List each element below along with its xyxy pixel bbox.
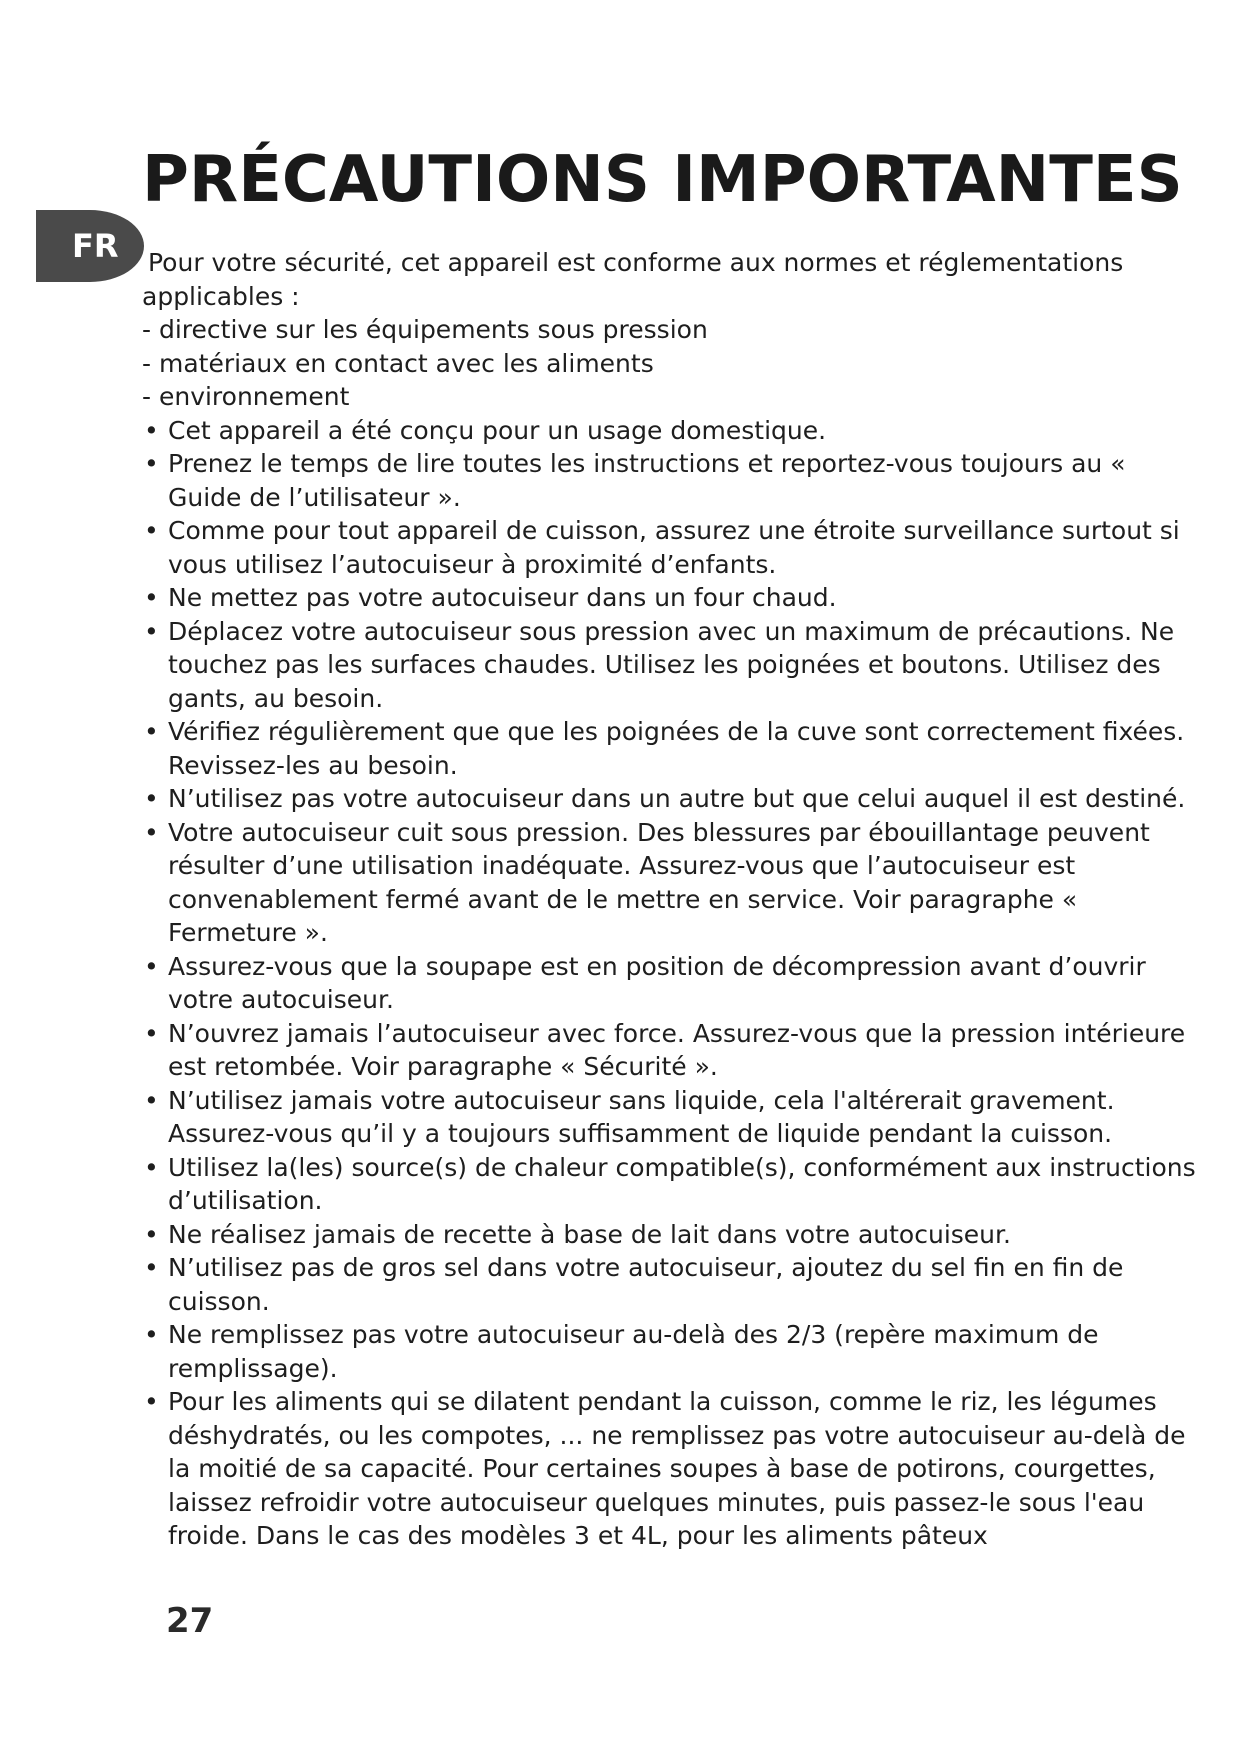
- precautions-list: [142, 414, 1202, 1553]
- list-item: • Cet appareil a été conçu pour un usage domestique.: [142, 414, 1202, 448]
- intro-line-1: Pour votre sécurité, cet appareil est conforme aux normes et réglementations: [148, 248, 1124, 277]
- list-item: • Pour les aliments qui se dilatent pendant la cuisson, comme le riz, les légumes déshydratés, ou les compotes, ... ne remplissez pas votre autocuiseur au-delà de la moitié de sa capacité. Pour certaines soupes à base de potirons, courgettes, laissez refroidir votre autocuiseur quelques minutes, puis passez-le sous l'eau froide. Dans le cas des modèles 3 et 4L, pour les aliments pâteux: [142, 1385, 1202, 1553]
- list-item: • Ne mettez pas votre autocuiseur dans un four chaud.: [142, 581, 1202, 615]
- list-item: • N’utilisez pas votre autocuiseur dans un autre but que celui auquel il est destiné.: [142, 782, 1202, 816]
- dash-item: - environnement: [142, 382, 350, 411]
- language-tab: FR: [36, 210, 144, 282]
- list-item: • Utilisez la(les) source(s) de chaleur compatible(s), conformément aux instructions d’utilisation.: [142, 1151, 1202, 1218]
- list-item: • N’ouvrez jamais l’autocuiseur avec force. Assurez-vous que la pression intérieure est retombée. Voir paragraphe « Sécurité ».: [142, 1017, 1202, 1084]
- list-item: • Vérifiez régulièrement que que les poignées de la cuve sont correctement fixées. Revissez-les au besoin.: [142, 715, 1202, 782]
- list-item: • Comme pour tout appareil de cuisson, assurez une étroite surveillance surtout si vous utilisez l’autocuiseur à proximité d’enfants.: [142, 514, 1202, 581]
- list-item: • Prenez le temps de lire toutes les instructions et reportez-vous toujours au « Guide de l’utilisateur ».: [142, 447, 1202, 514]
- list-item: • N’utilisez jamais votre autocuiseur sans liquide, cela l'altérerait gravement. Assurez-vous qu’il y a toujours suffisamment de liquide pendant la cuisson.: [142, 1084, 1202, 1151]
- dash-item: - matériaux en contact avec les aliments: [142, 348, 654, 378]
- body-text: [142, 246, 1202, 1553]
- list-item: • N’utilisez pas de gros sel dans votre autocuiseur, ajoutez du sel fin en fin de cuisson.: [142, 1251, 1202, 1318]
- page-title: PRÉCAUTIONS IMPORTANTES: [142, 143, 1183, 217]
- list-item: • Assurez-vous que la soupape est en position de décompression avant d’ouvrir votre autocuiseur.: [142, 950, 1202, 1017]
- intro-line-2: applicables :: [142, 281, 300, 311]
- intro-paragraph: [142, 246, 1202, 313]
- list-item: • Ne réalisez jamais de recette à base de lait dans votre autocuiseur.: [142, 1218, 1202, 1252]
- list-item: • Votre autocuiseur cuit sous pression. Des blessures par ébouillantage peuvent résulter d’une utilisation inadéquate. Assurez-vous que l’autocuiseur est convenablement fermé avant de le mettre en service. Voir paragraphe « Fermeture ».: [142, 816, 1202, 950]
- dash-item: - directive sur les équipements sous pression: [142, 315, 708, 344]
- page-number: 27: [166, 1601, 214, 1641]
- list-item: • Déplacez votre autocuiseur sous pression avec un maximum de précautions. Ne touchez pas les surfaces chaudes. Utilisez les poignées et boutons. Utilisez des gants, au besoin.: [142, 615, 1202, 716]
- list-item: • Ne remplissez pas votre autocuiseur au-delà des 2/3 (repère maximum de remplissage).: [142, 1318, 1202, 1385]
